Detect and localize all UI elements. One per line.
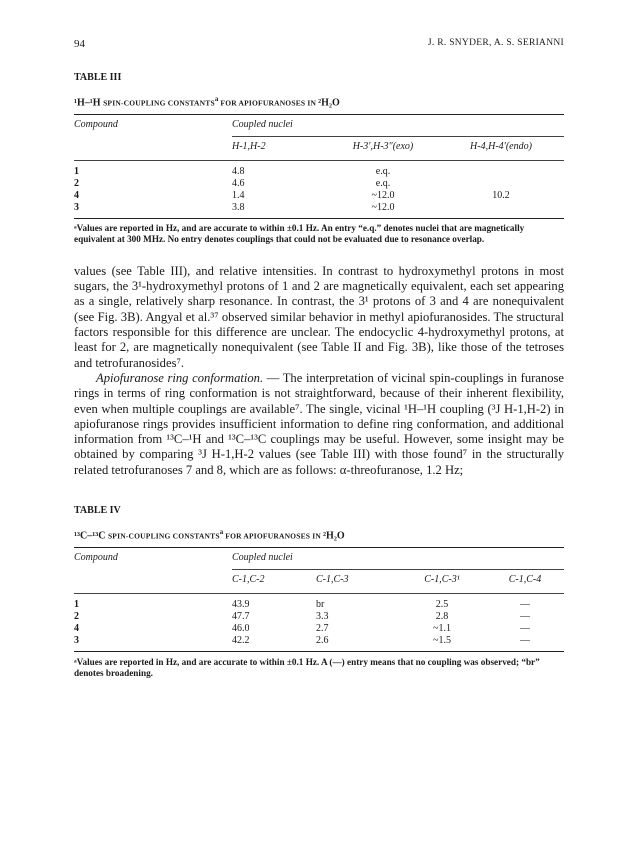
subcol-c1-c4: C-1,C-4 <box>508 573 542 585</box>
cell: ~1.1 <box>433 623 451 635</box>
paragraph-2-text: — The interpretation of vicinal spin-couplings in furanose rings in terms of ring conformation is not straightforward, because of their inherent flexibility, even when multiple couplings are available⁷. The single, vicinal ¹H–¹H coupling (³J H-1,H-2) in apiofuranose rings provides insufficient information to define ring conformation, and additional information from ¹³C–¹H and ¹³C–¹³C couplings may be useful. However, some insight may be obtained by comparing ³J H-1,H-2 values (see Table III) with those found⁷ in the structurally related tetrofuranoses 7 and 8, which are as follows: α-threofuranose, 1.2 Hz; <box>74 370 564 477</box>
table-iv <box>74 505 564 679</box>
page <box>74 38 564 679</box>
caption-solvent: ²H₂O <box>318 97 340 109</box>
cell: ~12.0 <box>371 202 395 214</box>
col-compound: Compound <box>74 552 118 564</box>
table-iv-label: TABLE IV <box>74 504 121 516</box>
table-row <box>74 599 564 611</box>
cell: 2.6 <box>316 635 329 647</box>
subcol-h4-endo: H-4,H-4′(endo) <box>470 140 532 152</box>
caption-prefix: ¹H–¹H <box>74 97 104 109</box>
caption-prefix: ¹³C–¹³C <box>74 530 108 542</box>
cell <box>438 202 564 214</box>
compound-id: 4 <box>74 623 79 635</box>
col-coupled-nuclei: Coupled nuclei <box>232 119 293 131</box>
cell: 10.2 <box>492 190 510 202</box>
cell <box>438 178 564 190</box>
cell: 4.6 <box>232 178 245 190</box>
table-row <box>74 202 564 214</box>
cell: — <box>520 611 530 623</box>
cell: 1.4 <box>232 190 245 202</box>
caption-smallcaps: SPIN-COUPLING CONSTANTS <box>103 98 215 108</box>
compound-id: 2 <box>74 178 79 190</box>
cell: 2.5 <box>435 599 449 611</box>
table-iv-caption <box>74 528 564 541</box>
paragraph-1: values (see Table III), and relative intensities. In contrast to hydroxymethyl protons in most sugars, the 3¹-hydroxymethyl protons of 1 and 2 are magnetically equivalent, each set appearing as a single, relatively sharp resonance. In contrast, the 3¹ protons of 3 and 4 are nonequivalent (see Fig. 3B). Angyal et al.³⁷ observed similar behavior in methyl apiofuranosides. The structural factors responsible for this difference are unclear. The endocyclic 4-hydroxymethyl protons, at least for 2, are magnetically nonequivalent (see Table II and Fig. 3B), like those of the tetroses and tetrofuranosides⁷. <box>74 263 564 370</box>
page-number: 94 <box>74 38 85 50</box>
cell: 43.9 <box>232 599 250 611</box>
caption-solvent: ²H₂O <box>323 530 345 542</box>
cell: 3.3 <box>316 611 329 623</box>
cell: 2.8 <box>435 611 449 623</box>
cell <box>438 166 564 178</box>
table-iv-grid <box>74 547 564 652</box>
subcol-h3-exo: H-3′,H-3″(exo) <box>352 140 414 152</box>
cell: 47.7 <box>232 611 250 623</box>
caption-smallcaps: SPIN-COUPLING CONSTANTS <box>107 531 220 541</box>
cell: 2.7 <box>316 623 329 635</box>
section-heading: Apiofuranose ring conformation. <box>96 370 264 385</box>
table-iv-footnote: ᵃValues are reported in Hz, and are accurate to within ±0.1 Hz. A (—) entry means that no coupling was observed; “br” denotes broadening. <box>74 656 540 678</box>
body-text <box>74 264 564 478</box>
compound-id: 3 <box>74 202 79 214</box>
cell: br <box>316 599 325 611</box>
cell: 4.8 <box>232 166 245 178</box>
cell: — <box>520 623 530 635</box>
compound-id: 2 <box>74 611 79 623</box>
table-iii-footnote: ᵃValues are reported in Hz, and are accurate to within ±0.1 Hz. An entry “e.q.” denotes nuclei that are magnetically equivalent at 300 MHz. No entry denotes couplings that could not be evaluated due to resonance overlap. <box>74 222 525 244</box>
cell: e.q. <box>375 178 391 190</box>
cell: 42.2 <box>232 635 250 647</box>
compound-id: 1 <box>74 599 79 611</box>
compound-id: 4 <box>74 190 79 202</box>
cell: — <box>520 599 530 611</box>
caption-middle: FOR APIOFURANOSES IN <box>218 98 319 108</box>
table-row <box>74 635 564 647</box>
table-row <box>74 166 564 178</box>
table-row <box>74 623 564 635</box>
running-header <box>74 38 564 54</box>
col-compound: Compound <box>74 119 118 131</box>
compound-id: 1 <box>74 166 79 178</box>
table-row <box>74 178 564 190</box>
subcol-c1-c2: C-1,C-2 <box>232 573 265 585</box>
col-coupled-nuclei: Coupled nuclei <box>232 552 293 564</box>
caption-middle: FOR APIOFURANOSES IN <box>223 531 324 541</box>
table-iii-grid <box>74 114 564 219</box>
subcol-c1-c3-1: C-1,C-3¹ <box>424 573 460 585</box>
subcol-c1-c3: C-1,C-3 <box>316 573 349 585</box>
table-iii-caption <box>74 95 564 108</box>
paragraph-2 <box>74 371 564 478</box>
caption-footnote-mark: a <box>214 95 219 103</box>
table-row <box>74 190 564 202</box>
cell: 46.0 <box>232 623 250 635</box>
table-iii-label: TABLE III <box>74 72 122 83</box>
cell: — <box>520 635 530 647</box>
cell: 3.8 <box>232 202 245 214</box>
cell: e.q. <box>375 166 391 178</box>
table-row <box>74 611 564 623</box>
running-head: J. R. SNYDER, A. S. SERIANNI <box>427 38 564 48</box>
cell: ~1.5 <box>433 635 451 647</box>
compound-id: 3 <box>74 635 79 647</box>
table-iii <box>74 72 564 245</box>
subcol-h1-h2: H-1,H-2 <box>232 140 266 152</box>
caption-footnote-mark: a <box>219 527 224 536</box>
cell: ~12.0 <box>371 190 395 202</box>
